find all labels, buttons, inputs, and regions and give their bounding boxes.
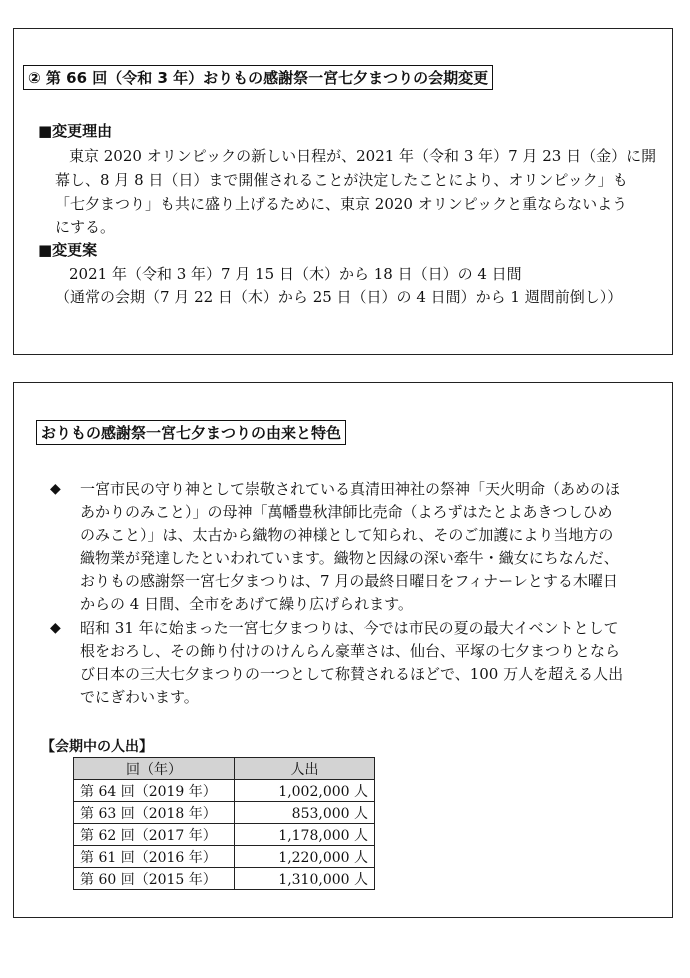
attendance-table: [73, 757, 375, 890]
bullet-line: び日本の三大七夕まつりの一つとして称賛されるほどで、100 万人を超える人出: [80, 665, 624, 683]
reason-line: 幕し、8 月 8 日（日）まで開催されることが決定したことにより、オリンピック」も: [55, 171, 628, 189]
table-row: [74, 846, 375, 868]
edition-cell: 第 63 回（2018 年）: [74, 802, 235, 824]
diamond-bullet-icon: ◆: [50, 620, 61, 636]
bullet-line: からの 4 日間、全市をあげて繰り広げられます。: [80, 595, 413, 613]
reason-heading: ■変更理由: [38, 122, 113, 140]
attendance-table-title: 【会期中の人出】: [41, 739, 153, 755]
header-edition: 回（年）: [74, 758, 235, 780]
edition-cell: 第 64 回（2019 年）: [74, 780, 235, 802]
visitors-cell: 1,310,000 人: [235, 868, 375, 890]
header-visitors: 人出: [235, 758, 375, 780]
visitors-cell: 1,002,000 人: [235, 780, 375, 802]
bullet-line: のみこと）」は、太古から織物の神様として知られ、そのご加護により当地方の: [80, 526, 614, 544]
plan-line: （通常の会期（7 月 22 日（木）から 25 日（日）の 4 日間）から 1 週間前倒し））: [55, 288, 623, 306]
bullet-line: 織物業が発達したといわれています。織物と因縁の深い牽牛・織女にちなんだ、: [80, 549, 619, 567]
plan-heading: ■変更案: [38, 241, 98, 259]
reason-line: 「七夕まつり」も共に盛り上げるために、東京 2020 オリンピックと重ならないよう: [55, 195, 628, 213]
bullet-line: おりもの感謝祭一宮七夕まつりは、7 月の最終日曜日をフィナーレとする木曜日: [80, 572, 618, 590]
plan-line: 2021 年（令和 3 年）7 月 15 日（木）から 18 日（日）の 4 日間: [69, 265, 522, 283]
table-row: [74, 824, 375, 846]
bullet-line: あかりのみこと）」の母神「萬幡豊秋津師比売命（よろずはたとよあきつしひめ: [80, 503, 613, 521]
diamond-bullet-icon: ◆: [50, 481, 61, 497]
table-row: [74, 868, 375, 890]
edition-cell: 第 62 回（2017 年）: [74, 824, 235, 846]
reason-line: 東京 2020 オリンピックの新しい日程が、2021 年（令和 3 年）7 月 23 日（金）に開: [69, 147, 657, 165]
origin-features-section: [13, 382, 673, 918]
edition-cell: 第 61 回（2016 年）: [74, 846, 235, 868]
bullet-line: 昭和 31 年に始まった一宮七夕まつりは、今では市民の夏の最大イベントとして: [80, 619, 619, 637]
visitors-cell: 853,000 人: [235, 802, 375, 824]
bullet-line: 一宮市民の守り神として崇敬されている真清田神社の祭神「天火明命（あめのほ: [80, 480, 621, 498]
reason-line: にする。: [55, 218, 116, 236]
bullet-line: でにぎわいます。: [80, 688, 199, 706]
visitors-cell: 1,220,000 人: [235, 846, 375, 868]
table-header-row: [74, 758, 375, 780]
table-row: [74, 780, 375, 802]
visitors-cell: 1,178,000 人: [235, 824, 375, 846]
schedule-change-section: [13, 28, 673, 355]
edition-cell: 第 60 回（2015 年）: [74, 868, 235, 890]
table-row: [74, 802, 375, 824]
bullet-line: 根をおろし、その飾り付けのけんらん豪華さは、仙台、平塚の七夕まつりとなら: [80, 642, 621, 660]
section-title: ② 第 66 回（令和 3 年）おりもの感謝祭一宮七夕まつりの会期変更: [23, 65, 493, 90]
section-title: おりもの感謝祭一宮七夕まつりの由来と特色: [36, 420, 346, 445]
